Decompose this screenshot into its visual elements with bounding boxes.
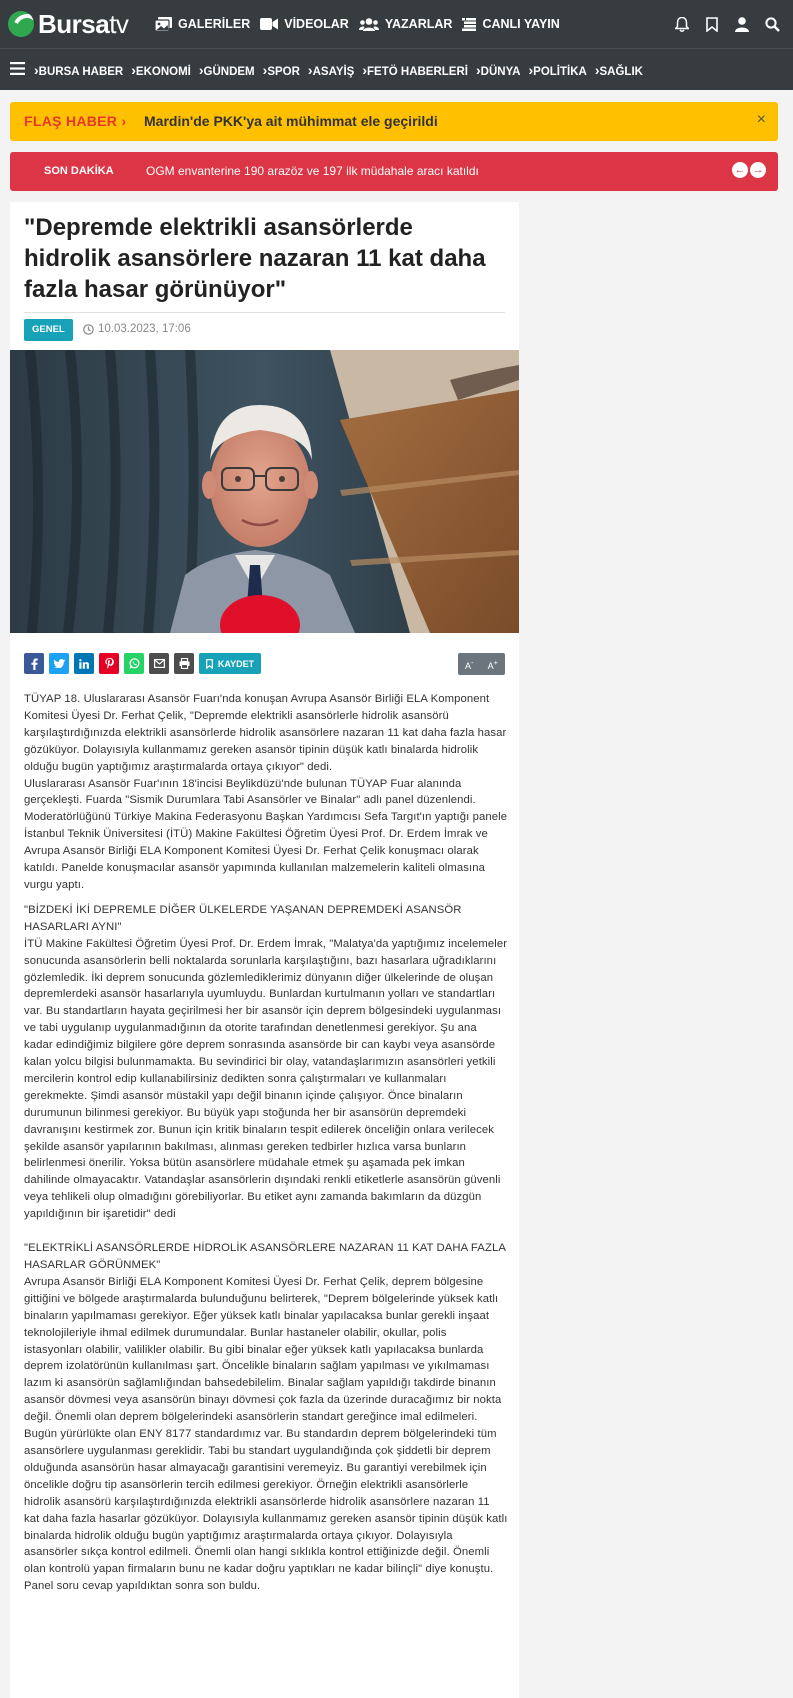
nav-item-dunya[interactable]: › DÜNYA: [476, 62, 521, 78]
font-decrease-button[interactable]: A-: [465, 657, 474, 671]
top-nav-writers[interactable]: [359, 17, 453, 31]
video-icon: [260, 18, 278, 30]
flash-news-bar: [10, 102, 778, 141]
printer-icon: [179, 658, 190, 669]
account-button[interactable]: [727, 0, 757, 48]
flash-news-label: FLAŞ HABER: [24, 113, 118, 129]
font-increase-button[interactable]: A+: [487, 657, 498, 671]
gallery-icon: [155, 17, 172, 31]
site-logo[interactable]: [8, 10, 128, 38]
top-nav-label: VİDEOLAR: [284, 17, 349, 31]
article-title: "Depremde elektrikli asansörlerde hidrolik asansörlere nazaran 11 kat daha fazla hasar görünüyor": [24, 214, 486, 303]
clock-icon: [83, 324, 94, 335]
print-button[interactable]: [174, 653, 194, 674]
category-nav: [0, 48, 793, 90]
article-subheading: "ELEKTRİKLİ ASANSÖRLERDE HİDROLİK ASANSÖRLERE NAZARAN 11 KAT DAHA FAZLA HASARLAR GÖRÜNMEK": [24, 1242, 506, 1271]
flash-news-headline[interactable]: Mardin'de PKK'ya ait mühimmat ele geçirildi: [144, 113, 438, 129]
whatsapp-icon: [129, 658, 140, 669]
category-badge[interactable]: GENEL: [24, 319, 73, 341]
divider: [24, 312, 505, 313]
pinterest-icon: [105, 658, 114, 670]
share-linkedin-button[interactable]: [74, 653, 94, 674]
top-nav-label: CANLI YAYIN: [482, 17, 560, 31]
arrow-right-icon[interactable]: →: [750, 162, 766, 178]
share-twitter-button[interactable]: [49, 653, 69, 674]
top-icons: [667, 0, 787, 48]
bookmarks-button[interactable]: [697, 0, 727, 48]
nav-item-feto-haberleri[interactable]: › FETÖ HABERLERİ: [362, 62, 468, 78]
article-paragraph: Avrupa Asansör Birliği ELA Komponent Komitesi Üyesi Dr. Ferhat Çelik, deprem bölgesine gittiğini ve bölgede araştırmalarda bulunduğunu belirterek, "Deprem bölgelerinde yüksek katlı binaların yapılmaması gerekiyor. Eğer yüksek katlı binalar yapılacaksa bunlar gerekli inşaat teknolojileriyle ihmal edilmek durumundalar. Bunlar hastaneler olabilir, okullar, polis istasyonları olabilir, valilikler olabilir. Bu gibi binalar eğer yüksek katlı yapılacaksa bunlarda deprem izolatörünün kullanılması şart. Öncelikle binaların sağlam yapılması ve yıkılmaması lazım ki asansörün sağlamlığından bahsedebilelim. Binalar sağlam yapıldığı takdirde binanın asansör dövmesi veya asansörün binayı dövmesi çok fazla da üzerinde duracağımız bir nokta değil. Önemli olan deprem bölgelerindeki asansörlerin standart gereğince imal edilmeleri. Bugün yürürlükte olan ENY 8177 standardımız var. Bu standardın deprem bölgelerindeki tüm asansörlere uygulanması gereklidir. Tabi bu standart uygulandığında çok şiddetli bir deprem olduğunda asansörün hasar almayacağı garantisini veremeyiz. Bu garantiyi verebilmek için öncelikle doğru tip asansörlerin tercih edilmesi gerekiyor. Örneğin elektrikli asansörlerle hidrolik asansörü karşılaştırdığınızda elektrikli asansörlerde hidrolik asansörlere nazaran 11 kat daha fazla hasarlar gözüküyor. Dolayısıyla kullanmamız gereken asansör tipinin düşük katlı binalarda hidrolik olduğu bugün yaptığımız araştırmalarda ortaya çıkıyor. Dolayısıyla asansörler sıkça kontrol edilmeli. Önemli olan hangi sıklıkla kontrol ettiğinizde değil. Önemli olan kontrolü yapan firmaların bunu ne kadar doğru yaptıkları ne kadar bilinçli" diye konuştu.: [24, 1275, 508, 1576]
list-icon: [462, 18, 476, 31]
article-subheading: "BİZDEKİ İKİ DEPREMLE DİĞER ÜLKELERDE YAŞANAN DEPREMDEKİ ASANSÖR HASARLARI AYNI": [24, 903, 462, 933]
article-date: 10.03.2023, 17:06: [98, 323, 191, 335]
top-nav-label: YAZARLAR: [384, 17, 453, 31]
bell-icon: [675, 17, 689, 32]
users-icon: [359, 18, 379, 31]
user-icon: [735, 17, 749, 32]
logo-tv-text: tv: [109, 8, 129, 39]
top-nav-label: GALERİLER: [178, 17, 251, 31]
save-button[interactable]: [199, 653, 261, 674]
breaking-news-arrows: [730, 162, 766, 178]
top-bar: [0, 0, 793, 48]
logo-main-text: Bursa: [38, 8, 110, 39]
breaking-news-headline[interactable]: OGM envanterine 190 arazöz ve 197 ilk müdahale aracı katıldı: [146, 164, 479, 178]
arrow-left-icon[interactable]: ←: [732, 162, 748, 178]
article-body: [24, 691, 508, 1595]
nav-item-politika[interactable]: › POLİTİKA: [529, 62, 587, 78]
bookmark-icon: [706, 17, 718, 32]
nav-item-spor[interactable]: › SPOR: [263, 62, 300, 78]
close-icon[interactable]: ×: [756, 111, 766, 128]
top-nav-videos[interactable]: [260, 17, 349, 31]
search-icon: [765, 17, 780, 32]
nav-item-gundem[interactable]: › GÜNDEM: [199, 62, 255, 78]
nav-list: [34, 49, 651, 91]
linkedin-icon: [79, 659, 89, 669]
facebook-icon: [31, 658, 38, 670]
nav-item-ekonomi[interactable]: › EKONOMİ: [131, 62, 191, 78]
share-bar: [24, 653, 261, 675]
menu-button[interactable]: [10, 62, 25, 80]
envelope-icon: [154, 659, 165, 668]
top-nav-galleries[interactable]: [155, 17, 250, 31]
share-email-button[interactable]: [149, 653, 169, 674]
article-paragraph: İTÜ Makine Fakültesi Öğretim Üyesi Prof. Dr. Erdem İmrak, "Malatya'da yaptığımız incelemeler sonucunda asansörlerin belli noktalarda sorunlarla karşılaştığını, bazı hasarlara uğradıklarını gözlemledik. İki deprem sonucunda gözlemlediklerimiz dünyanın diğer ülkelerinde de oluşan depremlerdeki asansör hasarlarıyla uyumluydu. Bunlardan kurtulmanın yolları ve standartları var. Bu standartların hayata geçirilmesi her bir asansör için deprem bölgesindeki uygulanması ve tabi uygulanıp uygulanmadığının da otorite tarafından denetlenmesi gerekiyor. Şu ana kadar edindiğimiz bilgilere göre deprem sonrasında asansörde bir can kaybı veya asansörde kalan yolcu bilgisi bulunmamakta. Bu sevindirici bir olay, vatandaşlarımızın asansörleri yetkili mercilerin kontrol edip kullanabilirsiniz dedikten sonra çalıştırmaları ve kullanmaları gerekmekte. Şimdi asansör müstakil yapı değil binanın içinde çalışıyor. Önce binaların durumunun bilinmesi gerekiyor. Bu büyük yapı stoğunda her bir asansörün depremdeki davranışını kestirmek zor. Bunun için kritik binaların tespit edilerek önceliğin onlara verilecek şekilde asansör yapılarının bakılması, alınması gereken tedbirler hızlıca varsa bunların belirlenmesi önerilir. Yoksa bütün asansörlere müdahale etmek şu aşamada pek imkan dahilinde olmayacaktır. Vatandaşlar asansörlerin dışındaki renkli etiketlerle asansörün güvenli veya tehlikeli olup olmadığını görebiliyorlar. Bu etiket aynı zamanda bakımların da düzgün yapıldığının bir işaretidir" dedi: [24, 937, 508, 1221]
share-pinterest-button[interactable]: [99, 653, 119, 674]
twitter-icon: [54, 659, 65, 668]
search-button[interactable]: [757, 0, 787, 48]
top-nav-live[interactable]: [462, 17, 559, 31]
article-paragraph: TÜYAP 18. Uluslararası Asansör Fuarı'nda konuşan Avrupa Asansör Birliği ELA Komponent Komitesi Üyesi Dr. Ferhat Çelik, "Depremde elektrikli asansörlerle hidrolik asansörü karşılaştırdığınızda elektrikli asansörlerde hidrolik asansörlere nazaran 11 kat daha fazla hasar gözüküyor. Dolayısıyla kullanmamız gereken asansör tipinin düşük katlı binalarda hidrolik olduğu bugün yaptığımız araştırmalarda ortaya çıkıyor" dedi.: [24, 693, 507, 773]
share-whatsapp-button[interactable]: [124, 653, 144, 674]
article-paragraph: Uluslararası Asansör Fuar'ının 18'incisi Beylikdüzü'nde bulunan TÜYAP Fuar alanında gerçekleşti. Fuarda "Sismik Durumlara Tabi Asansörler ve Binalar" adlı panel düzenlendi. Moderatörlüğünü Türkiye Makina Federasyonu Başkan Yardımcısı Sefa Targıt'ın yaptığı panele İstanbul Teknik Üniversitesi (İTÜ) Makine Fakültesi Öğretim Üyesi Prof. Dr. Erdem İmrak ve Avrupa Asansör Birliği ELA Komponent Komitesi Üyesi Dr. Ferhat Çelik konuşmacı olarak katıldı. Panelde konuşmacılar asansör yapımında kullanılan malzemelerin kaliteli olmasına vurgu yaptı.: [24, 777, 508, 891]
bookmark-icon: [206, 659, 213, 669]
breaking-news-label: SON DAKİKA: [44, 165, 114, 177]
top-nav: [155, 0, 570, 48]
chevron-right-icon: ›: [121, 113, 127, 129]
nav-item-asayis[interactable]: › ASAYİŞ: [308, 62, 354, 78]
nav-item-saglik[interactable]: › SAĞLIK: [595, 62, 643, 78]
hamburger-icon: [10, 62, 25, 75]
nav-item-bursa-haber[interactable]: › BURSA HABER: [34, 62, 123, 78]
logo-mark-icon: [8, 11, 34, 37]
article: [10, 202, 519, 1698]
notifications-button[interactable]: [667, 0, 697, 48]
font-size-control: [458, 653, 505, 675]
share-facebook-button[interactable]: [24, 653, 44, 674]
article-photo: [10, 350, 519, 633]
article-paragraph: Panel soru cevap yapıldıktan sonra son buldu.: [24, 1580, 261, 1593]
save-label: KAYDET: [217, 658, 255, 669]
breaking-news-bar: [10, 152, 778, 191]
